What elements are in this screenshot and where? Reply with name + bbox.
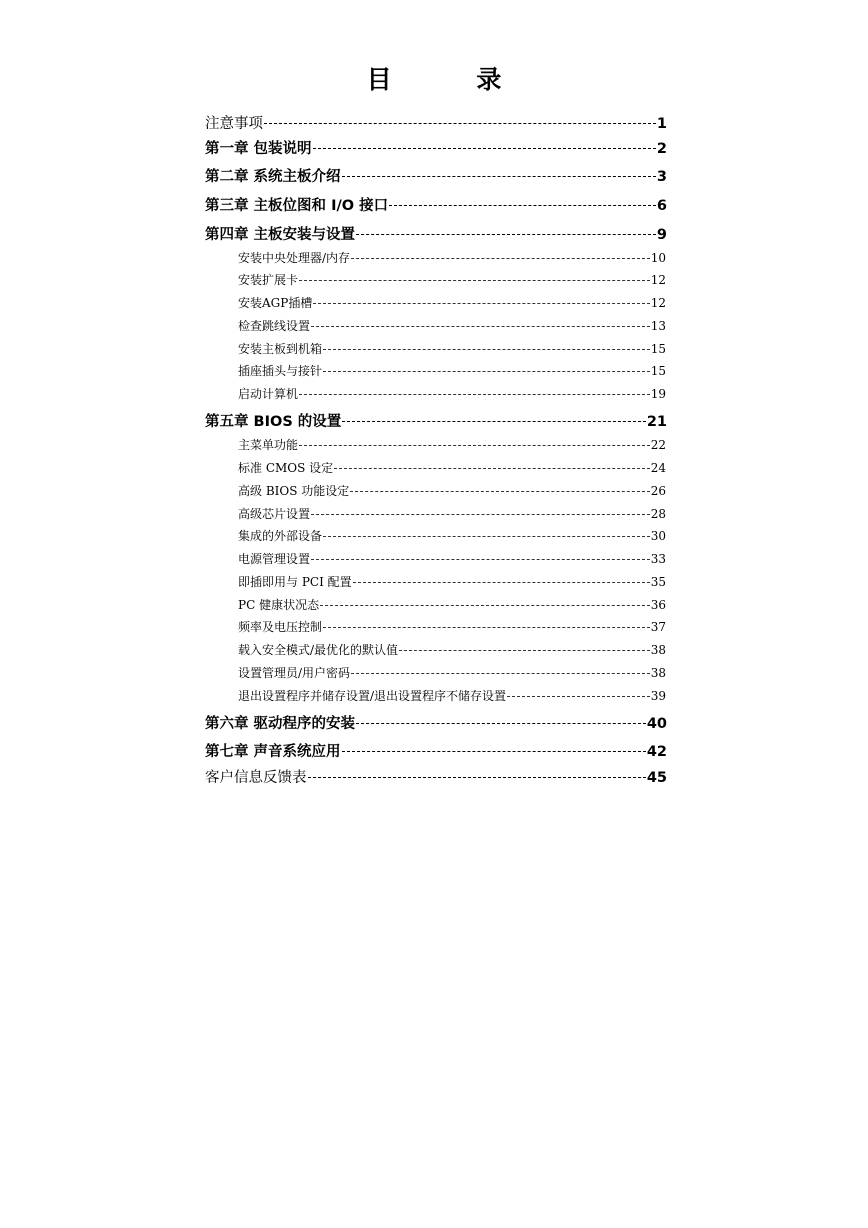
toc-entry-title: 安装扩展卡: [238, 273, 299, 287]
toc-page-number: 45: [646, 770, 667, 786]
toc-page-number: 39: [650, 689, 666, 703]
toc-entry-title: 电源管理设置: [238, 552, 311, 566]
toc-entry: [238, 505, 666, 522]
toc-entry-title: 注意事项: [205, 116, 263, 132]
page-title: 目 录: [366, 65, 540, 94]
toc-leader-line: [356, 723, 646, 724]
toc-page-number: 42: [646, 744, 667, 760]
toc-leader-line: [313, 148, 656, 149]
toc-page-number: 33: [650, 552, 666, 566]
toc-leader-line: [399, 650, 650, 651]
toc-leader-line: [299, 445, 650, 446]
toc-page-number: 1: [656, 116, 667, 132]
toc-entry-title: 即插即用与 PCI 配置: [238, 575, 352, 589]
toc-page-number: 28: [650, 507, 666, 521]
toc-page-number: 6: [656, 198, 667, 214]
toc-entry: [238, 527, 666, 544]
toc-entry: [205, 137, 667, 158]
toc-entry-title: 检查跳线设置: [238, 319, 311, 333]
toc-entry: [238, 550, 666, 567]
toc-page-number: 3: [656, 169, 667, 185]
toc-entry: [238, 340, 666, 357]
toc-leader-line: [389, 205, 656, 206]
toc-leader-line: [313, 303, 649, 304]
toc-leader-line: [323, 349, 650, 350]
toc-leader-line: [323, 627, 650, 628]
toc-entry: [205, 112, 667, 133]
toc-entry-title: 第二章 系统主板介绍: [205, 169, 341, 185]
toc-entry-title: 安装中央处理器/内存: [238, 251, 351, 265]
toc-leader-line: [351, 673, 650, 674]
toc-entry-title: 高级 BIOS 功能设定: [238, 484, 350, 498]
toc-entry-title: 第一章 包装说明: [205, 141, 312, 157]
toc-entry: [238, 596, 666, 613]
toc-page-number: 21: [646, 414, 667, 430]
toc-entry-title: 集成的外部设备: [238, 529, 323, 543]
toc-page-number: 36: [650, 598, 666, 612]
toc-entry: [238, 482, 666, 499]
toc-entry: [238, 362, 666, 379]
toc-entry-title: 客户信息反馈表: [205, 770, 307, 786]
toc-entry: [238, 294, 666, 311]
toc-leader-line: [264, 123, 656, 124]
toc-leader-line: [356, 234, 656, 235]
toc-page-number: 38: [650, 643, 666, 657]
toc-entry: [205, 410, 667, 431]
toc-leader-line: [299, 394, 650, 395]
toc-entry-title: 启动计算机: [238, 387, 299, 401]
toc-page-number: 24: [650, 461, 666, 475]
toc-entry: [205, 165, 667, 186]
toc-page-number: 26: [650, 484, 666, 498]
toc-entry: [238, 436, 666, 453]
toc-page-number: 30: [650, 529, 666, 543]
toc-page-number: 12: [650, 296, 666, 310]
toc-leader-line: [323, 536, 650, 537]
toc-entry: [205, 766, 667, 787]
toc-entry: [238, 249, 666, 266]
toc-leader-line: [350, 491, 649, 492]
toc-leader-line: [323, 371, 650, 372]
toc-entry-title: 退出设置程序并储存设置/退出设置程序不储存设置: [238, 689, 507, 703]
toc-entry: [238, 385, 666, 402]
toc-leader-line: [342, 751, 646, 752]
toc-page-number: 15: [650, 364, 666, 378]
toc-entry-title: 设置管理员/用户密码: [238, 666, 351, 680]
toc-page-number: 35: [650, 575, 666, 589]
toc-entry-title: 第六章 驱动程序的安装: [205, 716, 356, 732]
toc-entry: [238, 317, 666, 334]
toc-entry: [238, 687, 666, 704]
toc-page-number: 10: [650, 251, 666, 265]
toc-entry: [205, 223, 667, 244]
toc-entry-title: 第七章 声音系统应用: [205, 744, 341, 760]
toc-page-number: 9: [656, 227, 667, 243]
toc-entry-title: 载入安全模式/最优化的默认值: [238, 643, 399, 657]
toc-page-number: 40: [646, 716, 667, 732]
toc-leader-line: [308, 777, 646, 778]
toc-leader-line: [334, 468, 650, 469]
toc-entry-title: 频率及电压控制: [238, 620, 323, 634]
toc-leader-line: [311, 559, 650, 560]
toc-leader-line: [342, 176, 656, 177]
toc-leader-line: [351, 258, 650, 259]
toc-entry: [205, 740, 667, 761]
toc-entry-title: 安装AGP插槽: [238, 296, 313, 310]
toc-entry-title: 主菜单功能: [238, 438, 299, 452]
toc-page-number: 22: [650, 438, 666, 452]
toc-page-number: 37: [650, 620, 666, 634]
toc-entry-title: PC 健康状况态: [238, 598, 320, 612]
toc-leader-line: [320, 605, 650, 606]
toc-entry-title: 插座插头与接针: [238, 364, 323, 378]
toc-page-number: 12: [650, 273, 666, 287]
toc-page-number: 15: [650, 342, 666, 356]
toc-entry: [238, 573, 666, 590]
toc-entry-title: 高级芯片设置: [238, 507, 311, 521]
toc-entry: [238, 271, 666, 288]
toc-leader-line: [299, 280, 650, 281]
toc-entry-title: 安装主板到机箱: [238, 342, 323, 356]
toc-entry-title: 第五章 BIOS 的设置: [205, 414, 342, 430]
toc-leader-line: [507, 696, 650, 697]
toc-entry: [238, 641, 666, 658]
toc-leader-line: [311, 514, 650, 515]
toc-entry: [238, 459, 666, 476]
toc-entry-title: 第三章 主板位图和 I/O 接口: [205, 198, 389, 214]
toc-entry: [205, 194, 667, 215]
toc-leader-line: [342, 421, 646, 422]
toc-entry-title: 第四章 主板安装与设置: [205, 227, 356, 243]
toc-entry-title: 标准 CMOS 设定: [238, 461, 334, 475]
toc-entry: [238, 618, 666, 635]
toc-page-number: 38: [650, 666, 666, 680]
toc-leader-line: [311, 326, 650, 327]
toc-page-number: 19: [650, 387, 666, 401]
toc-page-number: 2: [656, 141, 667, 157]
toc-entry: [238, 664, 666, 681]
toc-leader-line: [353, 582, 650, 583]
toc-page-number: 13: [650, 319, 666, 333]
toc-entry: [205, 712, 667, 733]
